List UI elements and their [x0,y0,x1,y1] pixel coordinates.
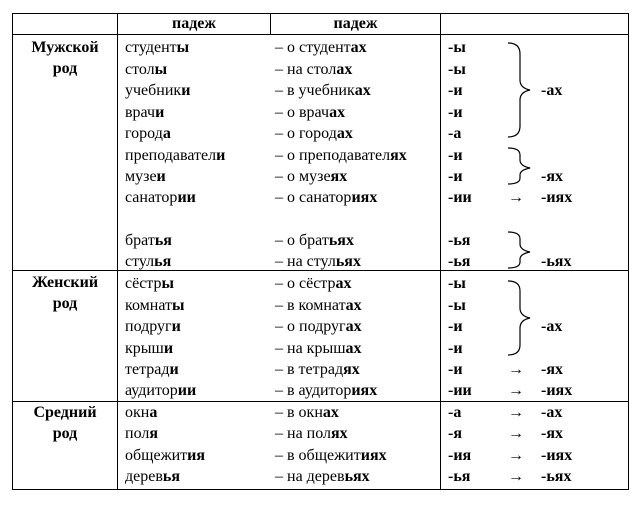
nominative-plural-word [125,147,225,165]
word-stem: – на крыш [275,340,346,357]
word-stem: – на пол [275,425,331,442]
word-ending: иях [351,382,378,399]
prepositional-plural-phrase [275,125,353,143]
word-ending: ах [329,104,346,121]
ending-nominative: -ии [448,189,472,206]
word-stem: аудитор [125,382,178,399]
word-ending: ы [176,39,190,56]
word-ending: ях [330,168,348,185]
gender-masculine-line2: род [52,60,78,77]
prepositional-plural-phrase [275,404,339,422]
word-stem: брат [125,232,155,249]
word-stem: – о врач [275,104,330,121]
word-stem: – о студент [275,39,351,56]
nominative-plural-word [125,361,179,379]
arrow-icon: → [508,468,524,485]
nominative-plural-word [125,39,189,57]
word-stem: санатор [125,189,178,206]
gender-neuter-line2: род [52,425,78,442]
word-stem: город [125,125,163,142]
ending-nominative: -ия [448,447,472,464]
ending-prepositional: -ах [541,404,563,421]
gender-feminine-line2: род [52,295,78,312]
prepositional-plural-phrase [275,447,387,465]
word-stem: крыш [125,340,164,357]
word-ending: ах [336,125,353,142]
word-ending: ья [162,468,181,485]
word-ending: ы [161,275,174,292]
ending-prepositional: -иях [541,447,573,464]
arrow-icon: → [508,189,524,206]
prepositional-plural-phrase [275,468,370,486]
nominative-plural-word [125,275,174,293]
ending-nominative: -ья [448,468,471,485]
ending-prepositional: -ях [541,425,563,442]
word-ending: ах [345,340,362,357]
nominative-plural-word [125,232,172,250]
word-ending: ья [154,232,172,249]
word-stem: – в аудитор [275,382,352,399]
brace-group-masc-yah [500,146,540,186]
prepositional-plural-phrase [275,297,362,315]
word-ending: и [216,147,226,164]
group-result: -ях [541,168,563,185]
word-ending: ах [350,39,367,56]
ending-nominative: -и [448,104,463,121]
word-ending: иях [360,447,387,464]
nominative-plural-word [125,61,167,79]
word-ending: и [163,340,174,357]
table-top-border [12,13,629,14]
word-stem: – о город [275,125,337,142]
nominative-plural-word [125,340,173,358]
word-stem: сёстр [125,275,162,292]
word-ending: а [149,404,158,421]
word-stem: – в тетрад [275,361,344,378]
word-stem: дерев [125,468,163,485]
nominative-plural-word [125,189,196,207]
word-ending: ах [354,82,371,99]
word-stem: – в комнат [275,297,346,314]
word-ending: ах [345,318,362,335]
ending-nominative: -ы [448,61,466,78]
ending-nominative: -и [448,340,463,357]
ending-nominative: -ы [448,39,466,56]
prepositional-plural-phrase [275,340,362,358]
word-stem: музе [125,168,157,185]
nominative-plural-word [125,253,171,271]
word-stem: – на дерев [275,468,345,485]
word-stem: окн [125,404,150,421]
nominative-plural-word [125,297,185,315]
word-ending: ы [172,297,185,314]
ending-nominative: -ья [448,253,471,270]
word-stem: стул [125,253,155,270]
header-bottom-border [12,34,629,35]
prepositional-plural-phrase [275,104,345,122]
word-ending: и [156,168,166,185]
ending-nominative: -и [448,361,463,378]
prepositional-plural-phrase [275,382,377,400]
word-ending: иях [351,189,378,206]
word-stem: учебник [125,82,182,99]
ending-nominative: -и [448,82,463,99]
word-ending: ах [322,404,339,421]
word-ending: ах [345,297,362,314]
ending-prepositional: -ях [541,361,563,378]
nominative-plural-word [125,168,166,186]
ending-nominative: -ы [448,275,466,292]
ending-nominative: -ья [448,232,471,249]
brace-group-masc-ah [500,40,540,140]
prepositional-plural-phrase [275,61,352,79]
arrow-icon: → [508,382,524,399]
brace-group-masc-yah-soft [500,230,540,270]
prepositional-plural-phrase [275,361,360,379]
word-stem: – о подруг [275,318,346,335]
word-stem: – в учебник [275,82,355,99]
prepositional-plural-phrase [275,318,362,336]
word-stem: врач [125,104,156,121]
word-ending: ьях [344,468,370,485]
prepositional-plural-phrase [275,82,371,100]
word-stem: пол [125,425,150,442]
word-ending: ях [331,425,348,442]
table-right-border [628,13,629,490]
nominative-plural-word [125,468,180,486]
word-ending: ии [177,382,197,399]
gender-neuter-line1: Средний [33,404,97,421]
word-ending: и [171,318,181,335]
prepositional-plural-phrase [275,253,361,271]
word-stem: – о сёстр [275,275,336,292]
word-ending: и [169,361,179,378]
nominative-plural-word [125,318,181,336]
prepositional-plural-phrase [275,147,407,165]
word-stem: подруг [125,318,172,335]
word-ending: ия [187,447,206,464]
gender-masculine-line1: Мужской [31,39,99,56]
word-stem: общежит [125,447,188,464]
nominative-plural-word [125,447,205,465]
ending-nominative: -и [448,147,463,164]
feminine-bottom-border [12,401,629,402]
word-ending: ья [154,253,172,270]
arrow-icon: → [508,447,524,464]
arrow-icon: → [508,361,524,378]
ending-nominative: -а [448,404,462,421]
word-stem: стол [125,61,155,78]
word-stem: – о преподавател [275,147,391,164]
word-stem: комнат [125,297,173,314]
ending-nominative: -и [448,168,463,185]
word-stem: – о музе [275,168,331,185]
word-ending: ях [343,361,360,378]
word-ending: ии [177,189,196,206]
brace-group-fem-ah [500,278,540,358]
ending-nominative: -а [448,125,462,142]
word-stem: преподавател [125,147,217,164]
ending-nominative: -я [448,425,462,442]
ending-prepositional: -иях [541,189,573,206]
nominative-plural-word [125,104,164,122]
ending-nominative: -и [448,318,463,335]
ending-prepositional: -ьях [541,468,572,485]
word-stem: – в окн [275,404,323,421]
word-ending: я [149,425,158,442]
word-ending: и [155,104,165,121]
nominative-plural-word [125,425,158,443]
nominative-plural-word [125,125,171,143]
word-stem: – на стул [275,253,336,270]
arrow-icon: → [508,425,524,442]
nominative-plural-word [125,382,196,400]
table-bottom-border [12,489,629,490]
word-stem: – о брат [275,232,329,249]
column-divider-1 [117,13,118,490]
word-ending: ах [335,275,352,292]
word-ending: а [162,125,171,142]
word-ending: и [181,82,191,99]
nominative-plural-word [125,82,190,100]
column-divider-2 [440,13,441,490]
word-ending: ьях [328,232,354,249]
prepositional-plural-phrase [275,425,348,443]
group-result: -ах [541,318,563,335]
nominative-plural-word [125,404,157,422]
arrow-icon: → [508,404,524,421]
prepositional-plural-phrase [275,39,367,57]
word-stem: – о санатор [275,189,352,206]
group-result: -ах [541,82,563,99]
ending-nominative: -ы [448,297,466,314]
header-prepositional: падеж [333,15,378,32]
prepositional-plural-phrase [275,275,352,293]
prepositional-plural-phrase [275,168,347,186]
prepositional-plural-phrase [275,232,354,250]
word-ending: ях [390,147,407,164]
word-stem: студент [125,39,177,56]
ending-nominative: -ии [448,382,472,399]
group-result: -ьях [541,253,572,270]
word-ending: ах [336,61,353,78]
word-stem: – на стол [275,61,337,78]
header-nominative: падеж [171,15,216,32]
word-ending: ьях [335,253,361,270]
word-ending: ы [154,61,168,78]
ending-prepositional: -иях [541,382,573,399]
gender-feminine-line1: Женский [31,274,99,291]
word-stem: тетрад [125,361,170,378]
prepositional-plural-phrase [275,189,377,207]
word-stem: – в общежит [275,447,361,464]
